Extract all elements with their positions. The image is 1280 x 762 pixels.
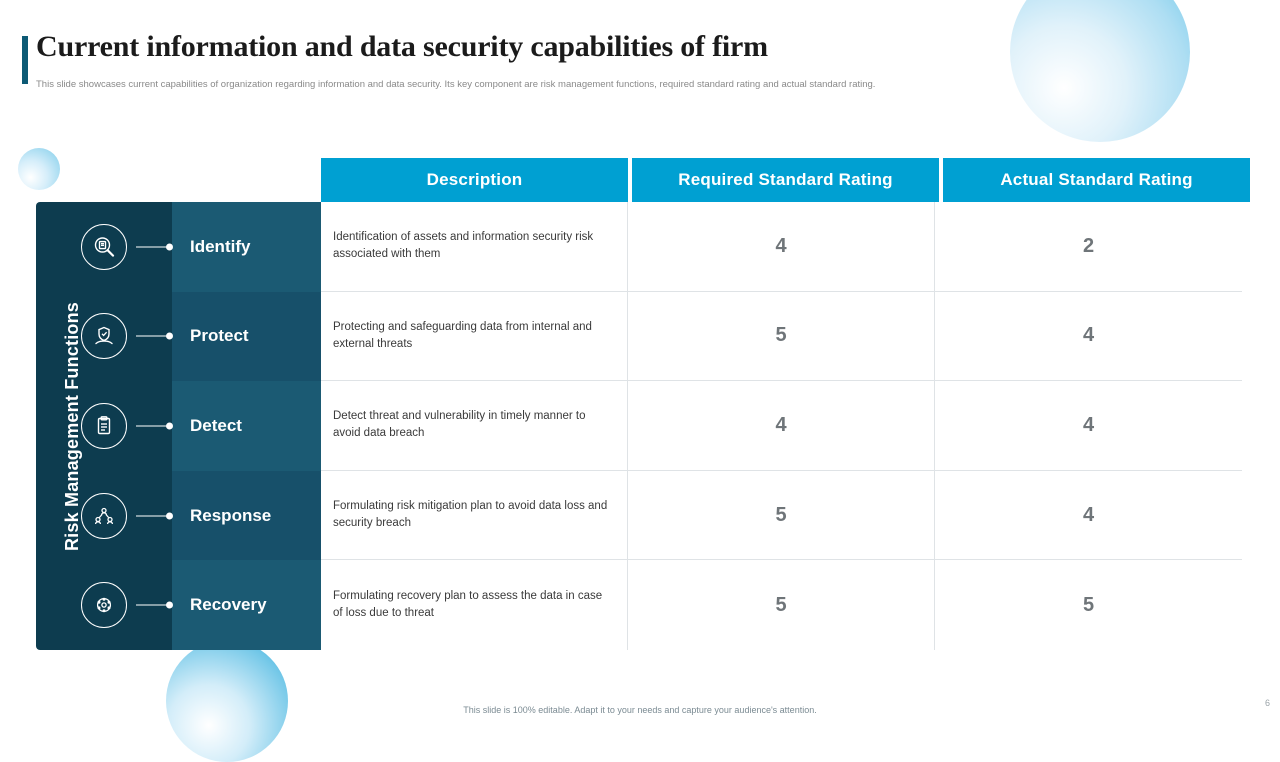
row-required-rating: 4 (628, 202, 935, 292)
column-header-actual-rating: Actual Standard Rating (943, 158, 1250, 202)
row-description: Formulating risk mitigation plan to avoid data loss and security breach (321, 471, 628, 561)
column-header-description: Description (321, 158, 628, 202)
magnifier-document-icon (81, 224, 127, 270)
row-name: Detect (172, 381, 321, 471)
table-body (36, 202, 1244, 650)
row-actual-rating: 4 (935, 381, 1242, 471)
row-actual-rating: 4 (935, 292, 1242, 382)
row-name: Identify (172, 202, 321, 292)
row-icon-cell (36, 292, 172, 382)
row-required-rating: 5 (628, 560, 935, 650)
title-accent-bar (22, 36, 28, 84)
row-icon-cell (36, 471, 172, 561)
page-subtitle: This slide showcases current capabilities of organization regarding information and data security. Its key component are risk management functions, required standard rating and actual standard rating. (36, 78, 876, 90)
row-connector (136, 515, 172, 516)
row-description: Protecting and safeguarding data from internal and external threats (321, 292, 628, 382)
row-description: Detect threat and vulnerability in timely manner to avoid data breach (321, 381, 628, 471)
table-header-row (321, 158, 1250, 202)
decorative-blob-bottom (166, 640, 288, 762)
header (36, 30, 1160, 91)
row-actual-rating: 2 (935, 202, 1242, 292)
shield-hand-icon (81, 313, 127, 359)
row-required-rating: 4 (628, 381, 935, 471)
row-description: Formulating recovery plan to assess the data in case of loss due to threat (321, 560, 628, 650)
row-name: Response (172, 471, 321, 561)
row-connector (136, 246, 172, 247)
row-name: Recovery (172, 560, 321, 650)
row-icon-cell (36, 202, 172, 292)
gear-recovery-icon (81, 582, 127, 628)
table-row[interactable] (36, 471, 1244, 561)
row-required-rating: 5 (628, 292, 935, 382)
row-name: Protect (172, 292, 321, 382)
row-description: Identification of assets and information security risk associated with them (321, 202, 628, 292)
row-actual-rating: 5 (935, 560, 1242, 650)
table-row[interactable] (36, 381, 1244, 471)
row-required-rating: 5 (628, 471, 935, 561)
row-connector (136, 605, 172, 606)
clipboard-check-icon (81, 403, 127, 449)
table-row[interactable] (36, 292, 1244, 382)
column-header-required-rating: Required Standard Rating (632, 158, 939, 202)
table-row[interactable] (36, 560, 1244, 650)
risk-functions-axis-text: Risk Management Functions (62, 301, 83, 551)
row-actual-rating: 4 (935, 471, 1242, 561)
table-row[interactable] (36, 202, 1244, 292)
network-people-icon (81, 493, 127, 539)
row-connector (136, 425, 172, 426)
row-icon-cell (36, 560, 172, 650)
page-title: Current information and data security capabilities of firm (36, 30, 768, 63)
page-number: 6 (1264, 698, 1270, 708)
footer-note: This slide is 100% editable. Adapt it to your needs and capture your audience's attention. (463, 705, 817, 715)
decorative-blob-left (18, 148, 60, 190)
row-connector (136, 336, 172, 337)
row-icon-cell (36, 381, 172, 471)
